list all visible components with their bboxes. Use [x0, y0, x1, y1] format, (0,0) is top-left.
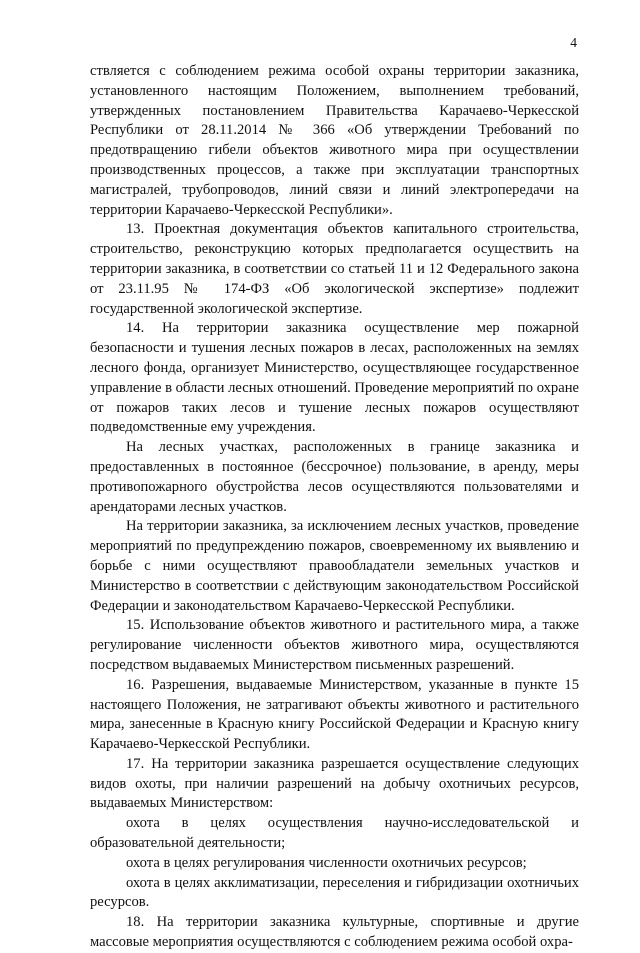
- paragraph-17: 17. На территории заказника разрешается осуществление следующих видов охоты, при наличии разрешений на добычу охотничьих ресурсов, выдаваемых Министерством:: [90, 755, 579, 812]
- hunting-type-regulation: охота в целях регулирования численности охотничьих ресурсов;: [126, 854, 527, 871]
- paragraph-continuation: ствляется с соблюдением режима особой охраны территории заказника, установленного настоящим Положением, выполнением требований, утвержденных постановлением Правительства Карачаево-Черкесской Республики от 28.11.2014 № 366 «Об утверждении Требований по предотвращению гибели объектов животного мира при осуществлении производственных процессов, а также при эксплуатации транспортных магистралей, трубопроводов, линий связи и линий электропередачи на территории Карачаево-Черкесской Республики».: [90, 63, 579, 218]
- paragraph-14-other-lands: На территории заказника, за исключением лесных участков, проведение мероприятий по предупреждению пожаров, своевременному их выявлению и борьбе с ними осуществляют правообладатели земельных участков и Министерство в соответствии с действующим законодательством Российской Федерации и законодательством Карачаево-Черкесской Республики.: [90, 518, 579, 614]
- paragraph-16: 16. Разрешения, выдаваемые Министерством, указанные в пункте 15 настоящего Положения, не затрагивают объекты животного и растительного мира, занесенные в Красную книгу Российской Федерации и Красную книгу Карачаево-Черкесской Республики.: [90, 676, 579, 753]
- hunting-type-acclimatization: охота в целях акклиматизации, переселения и гибридизации охотничьих ресурсов.: [90, 874, 579, 911]
- paragraph-14: 14. На территории заказника осуществление мер пожарной безопасности и тушения лесных пожаров в лесах, расположенных на землях лесного фонда, организует Министерство, осуществляющее государственное управление в области лесных отношений. Проведение мероприятий по охране от пожаров таких лесов и тушение лесных пожаров осуществляют подведомственные ему учреждения.: [90, 320, 579, 436]
- paragraph-18: 18. На территории заказника культурные, спортивные и другие массовые мероприятия осуществляются с соблюдением режима особой охра-: [90, 914, 579, 951]
- paragraph-14-forest-plots: На лесных участках, расположенных в границе заказника и предоставленных в постоянное (бессрочное) пользование, в аренду, меры противопожарного обустройства лесов осуществляются пользователями и арендаторами лесных участков.: [90, 439, 579, 515]
- paragraph-15: 15. Использование объектов животного и растительного мира, а также регулирование численности объектов животного мира, осуществляются посредством выдаваемых Министерством письменных разрешений.: [90, 617, 579, 673]
- page-number: 4: [570, 35, 577, 50]
- hunting-type-research: охота в целях осуществления научно-исследовательской и образовательной деятельности;: [90, 815, 579, 852]
- document-body: [90, 62, 579, 953]
- paragraph-13: 13. Проектная документация объектов капитального строительства, строительство, реконструкцию которых предполагается осуществить на территории заказника, в соответствии со статьей 11 и 12 Федерального закона от 23.11.95 № 174-ФЗ «Об экологической экспертизе» подлежит государственной экологической экспертизе.: [90, 221, 579, 317]
